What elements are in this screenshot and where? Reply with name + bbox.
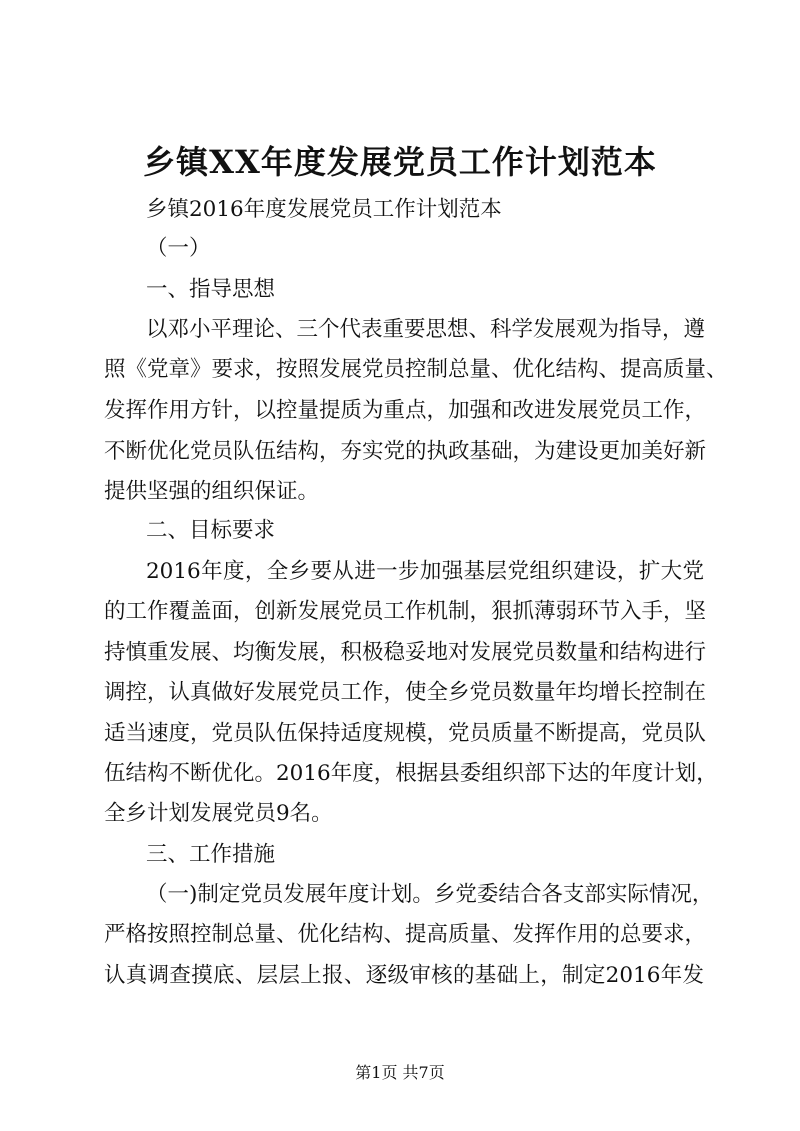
page-number-footer: 第1页 共7页	[355, 1063, 445, 1082]
paragraph-line: （一)制定党员发展年度计划。乡党委结合各支部实际情况，	[146, 882, 714, 907]
part-marker: （一）	[146, 236, 211, 261]
paragraph-line: 持慎重发展、均衡发展，积极稳妥地对发展党员数量和结构进行	[104, 640, 707, 665]
paragraph-line: 提供坚强的组织保证。	[104, 479, 320, 504]
paragraph-line: 全乡计划发展党员9名。	[104, 801, 333, 826]
paragraph-line: 以邓小平理论、三个代表重要思想、科学发展观为指导，遵	[146, 317, 706, 342]
paragraph-line: 伍结构不断优化。2016年度，根据县委组织部下达的年度计划，	[104, 761, 718, 786]
paragraph-line: 照《党章》要求，按照发展党员控制总量、优化结构、提高质量、	[104, 357, 728, 382]
paragraph-line: 适当速度，党员队伍保持适度规模，党员质量不断提高，党员队	[104, 721, 707, 746]
paragraph-line: 认真调查摸底、层层上报、逐级审核的基础上，制定2016年发	[104, 963, 704, 988]
paragraph-line: 严格按照控制总量、优化结构、提高质量、发挥作用的总要求，	[104, 922, 707, 947]
section-heading-measures: 三、工作措施	[146, 842, 276, 867]
section-heading-goals: 二、目标要求	[146, 518, 276, 543]
document-title: 乡镇XX年度发展党员工作计划范本	[143, 143, 657, 181]
paragraph-line: 不断优化党员队伍结构，夯实党的执政基础，为建设更加美好新	[104, 439, 707, 464]
paragraph-line: 2016年度，全乡要从进一步加强基层党组织建设，扩大党	[146, 559, 704, 584]
paragraph-line: 的工作覆盖面，创新发展党员工作机制，狠抓薄弱环节入手，坚	[104, 599, 707, 624]
paragraph-line: 发挥作用方针，以控量提质为重点，加强和改进发展党员工作，	[104, 398, 707, 423]
subtitle: 乡镇2016年度发展党员工作计划范本	[146, 197, 502, 222]
paragraph-line: 调控，认真做好发展党员工作，使全乡党员数量年均增长控制在	[104, 680, 707, 705]
section-heading-guiding-ideology: 一、指导思想	[146, 277, 276, 302]
